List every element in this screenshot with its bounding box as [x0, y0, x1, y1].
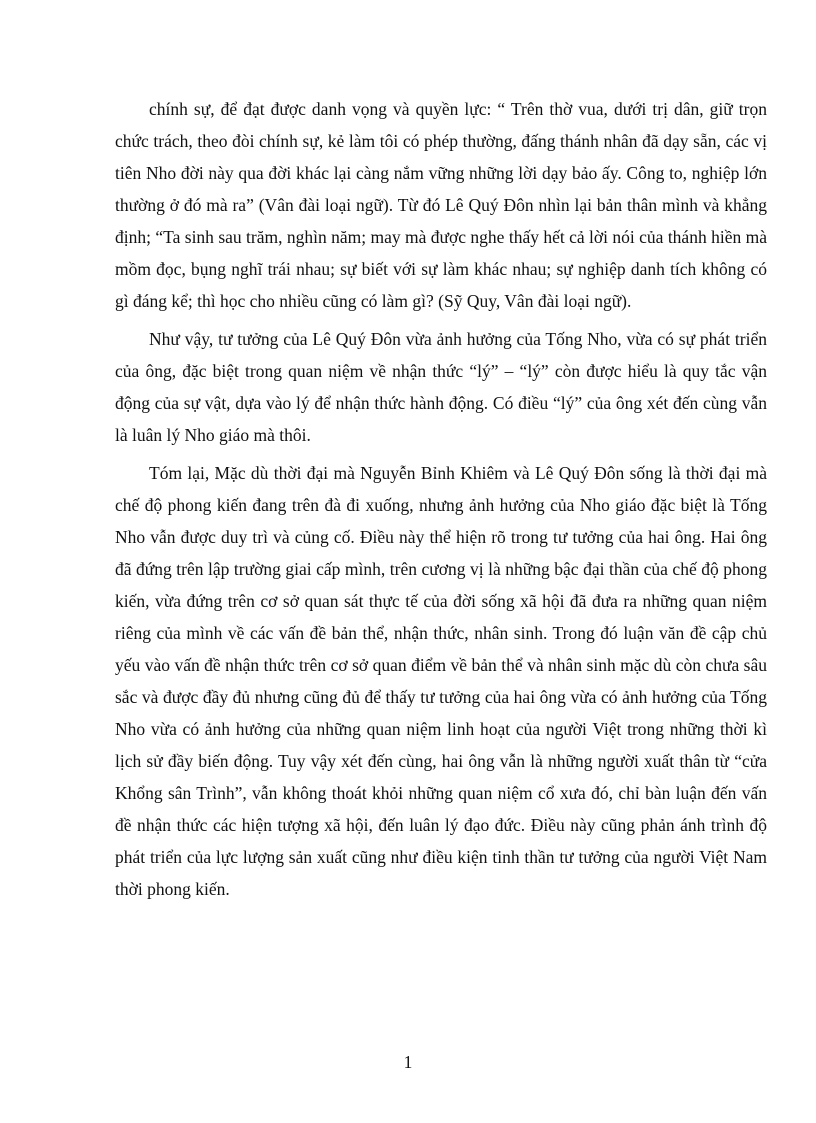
paragraph-2: Như vậy, tư tưởng của Lê Quý Đôn vừa ảnh hưởng của Tống Nho, vừa có sự phát triển của ông, đặc biệt trong quan niệm về nhận thức “lý” – “lý” còn được hiểu là quy tắc vận động của sự vật, dựa vào lý để nhận thức hành động. Có điều “lý” của ông xét đến cùng vẫn là luân lý Nho giáo mà thôi. — [115, 329, 767, 445]
page-number: 1 — [403, 1052, 413, 1072]
body-text — [115, 93, 767, 911]
paragraph-1: chính sự, để đạt được danh vọng và quyền lực: “ Trên thờ vua, dưới trị dân, giữ trọn chức trách, theo đòi chính sự, kẻ làm tôi có phép thường, đấng thánh nhân đã dạy sẵn, các vị tiên Nho đời này qua đời khác lại càng nắm vững những lời dạy bảo ấy. Công to, nghiệp lớn thường ở đó mà ra” (Vân đài loại ngữ). Từ đó Lê Quý Đôn nhìn lại bản thân mình và khẳng định; “Ta sinh sau trăm, nghìn năm; may mà được nghe thấy hết cả lời nói của thánh hiền mà mồm đọc, bụng nghĩ trái nhau; sự biết với sự làm khác nhau; sự nghiệp danh tích không có gì đáng kể; thì học cho nhiều cũng có làm gì? (Sỹ Quy, Vân đài loại ngữ). — [115, 99, 767, 311]
paragraph-3: Tóm lại, Mặc dù thời đại mà Nguyễn Bỉnh Khiêm và Lê Quý Đôn sống là thời đại mà chế độ phong kiến đang trên đà đi xuống, nhưng ảnh hưởng của Nho giáo đặc biệt là Tống Nho vẫn được duy trì và củng cố. Điều này thể hiện rõ trong tư tưởng của hai ông. Hai ông đã đứng trên lập trường giai cấp mình, trên cương vị là những bậc đại thần của chế độ phong kiến, vừa đứng trên cơ sở quan sát thực tế của đời sống xã hội đã đưa ra những quan niệm riêng của mình về các vấn đề bản thể, nhận thức, nhân sinh. Trong đó luận văn đề cập chủ yếu vào vấn đề nhận thức trên cơ sở quan điểm về bản thể và nhân sinh mặc dù còn chưa sâu sắc và được đầy đủ nhưng cũng đủ để thấy tư tưởng của hai ông vừa có ảnh hưởng của Tống Nho vừa có ảnh hưởng của những quan niệm linh hoạt của người Việt trong những thời kì lịch sử đầy biến động. Tuy vậy xét đến cùng, hai ông vẫn là những người xuất thân từ “cửa Khổng sân Trình”, vẫn không thoát khỏi những quan niệm cổ xưa đó, chỉ bàn luận đến vấn đề nhận thức các hiện tượng xã hội, đến luân lý đạo đức. Điều này cũng phản ánh trình độ phát triển của lực lượng sản xuất cũng như điều kiện tinh thần tư tưởng của người Việt Nam thời phong kiến. — [115, 463, 767, 899]
